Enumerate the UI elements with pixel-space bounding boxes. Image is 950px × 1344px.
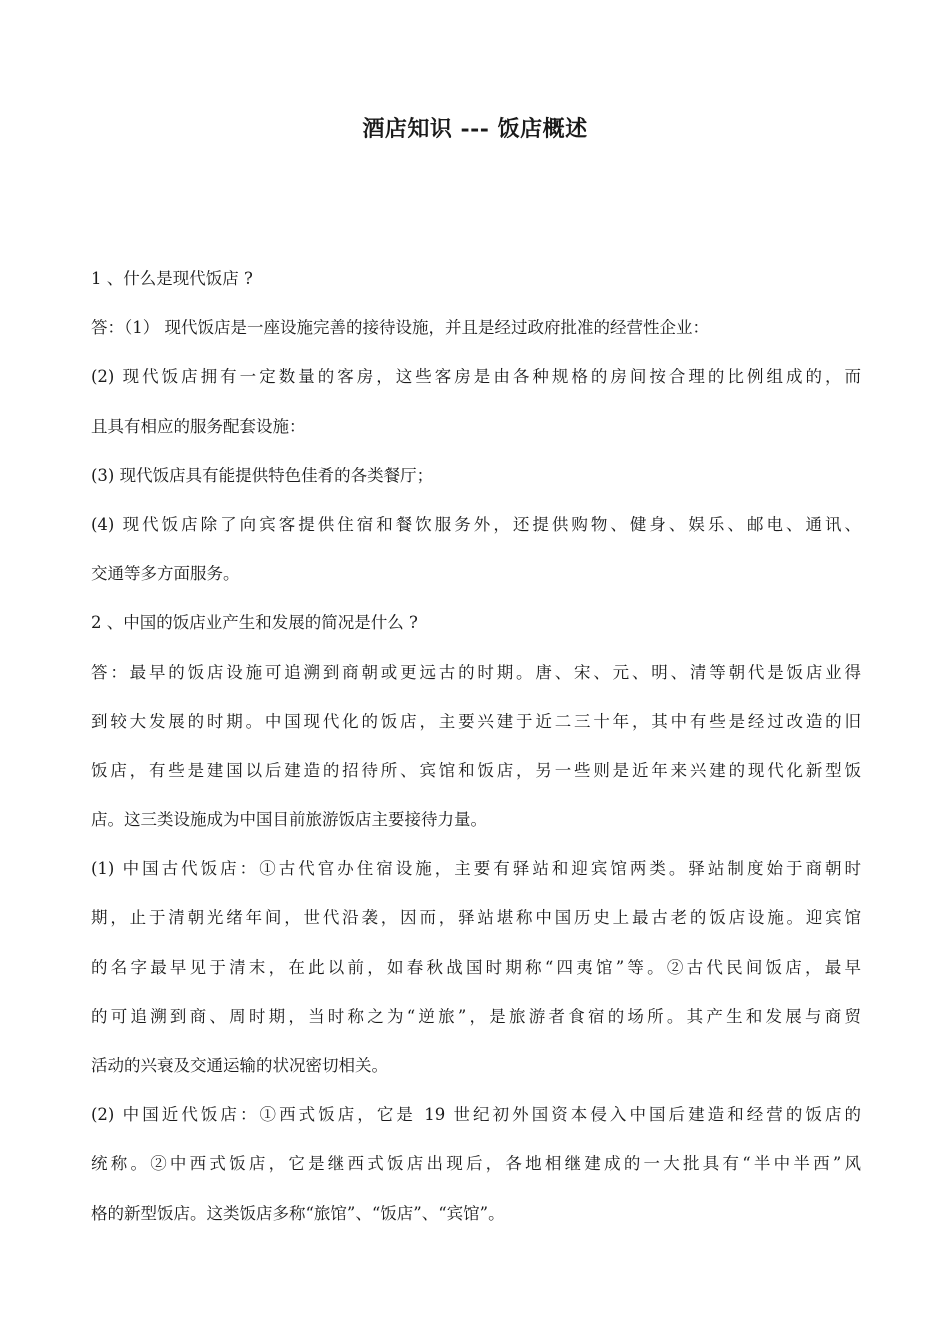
answer-1-item-4-line-2: 交通等多方面服务。 xyxy=(91,564,240,584)
answer-2-line-3: 饭店，有些是建国以后建造的招待所、宾馆和饭店，另一些则是近年来兴建的现代化新型饭 xyxy=(91,760,861,780)
document-title: 酒店知识 --- 饭店概述 xyxy=(362,116,588,142)
answer-2-line-4: 店。这三类设施成为中国目前旅游饭店主要接待力量。 xyxy=(91,810,487,830)
answer-1-item-2-line-1: (2) 现代饭店拥有一定数量的客房，这些客房是由各种规格的房间按合理的比例组成的，而 xyxy=(91,367,861,387)
answer-2-line-1: 答：最早的饭店设施可追溯到商朝或更远古的时期。唐、宋、元、明、清等朝代是饭店业得 xyxy=(91,662,861,682)
answer-1-item-3: (3) 现代饭店具有能提供特色佳肴的各类餐厅； xyxy=(91,465,434,485)
question-1: 1 、什么是现代饭店 ? xyxy=(91,269,253,288)
ancient-hotels-line-5: 活动的兴衰及交通运输的状况密切相关。 xyxy=(91,1056,388,1075)
ancient-hotels-line-3: 的名字最早见于清末，在此以前，如春秋战国时期称“四夷馆”等。②古代民间饭店，最早 xyxy=(91,957,861,977)
question-2: 2 、中国的饭店业产生和发展的简况是什么 ? xyxy=(91,613,418,633)
modern-era-hotels-line-3: 格的新型饭店。这类饭店多称“旅馆”、“饭店”、“宾馆”。 xyxy=(91,1203,505,1223)
ancient-hotels-line-2: 期，止于清朝光绪年间，世代沿袭，因而，驿站堪称中国历史上最古老的饭店设施。迎宾馆 xyxy=(91,908,861,928)
answer-1-item-2-line-2: 且具有相应的服务配套设施： xyxy=(91,416,306,436)
ancient-hotels-line-1: (1) 中国古代饭店：①古代官办住宿设施，主要有驿站和迎宾馆两类。驿站制度始于商朝时 xyxy=(91,859,861,879)
answer-1-item-1: 答：（1） 现代饭店是一座设施完善的接待设施，并且是经过政府批准的经营性企业： xyxy=(91,318,709,338)
answer-2-line-2: 到较大发展的时期。中国现代化的饭店，主要兴建于近二三十年，其中有些是经过改造的旧 xyxy=(91,711,861,731)
document-body xyxy=(91,254,861,1238)
ancient-hotels-line-4: 的可追溯到商、周时期，当时称之为“逆旅”，是旅游者食宿的场所。其产生和发展与商贸 xyxy=(91,1006,861,1026)
modern-era-hotels-line-2: 统称。②中西式饭店，它是继西式饭店出现后，各地相继建成的一大批具有“半中半西”风 xyxy=(91,1154,861,1174)
modern-era-hotels-line-1: (2) 中国近代饭店：①西式饭店，它是 19 世纪初外国资本侵入中国后建造和经营的饭店的 xyxy=(91,1105,861,1125)
answer-1-item-4-line-1: (4) 现代饭店除了向宾客提供住宿和餐饮服务外，还提供购物、健身、娱乐、邮电、通讯、 xyxy=(91,514,861,534)
